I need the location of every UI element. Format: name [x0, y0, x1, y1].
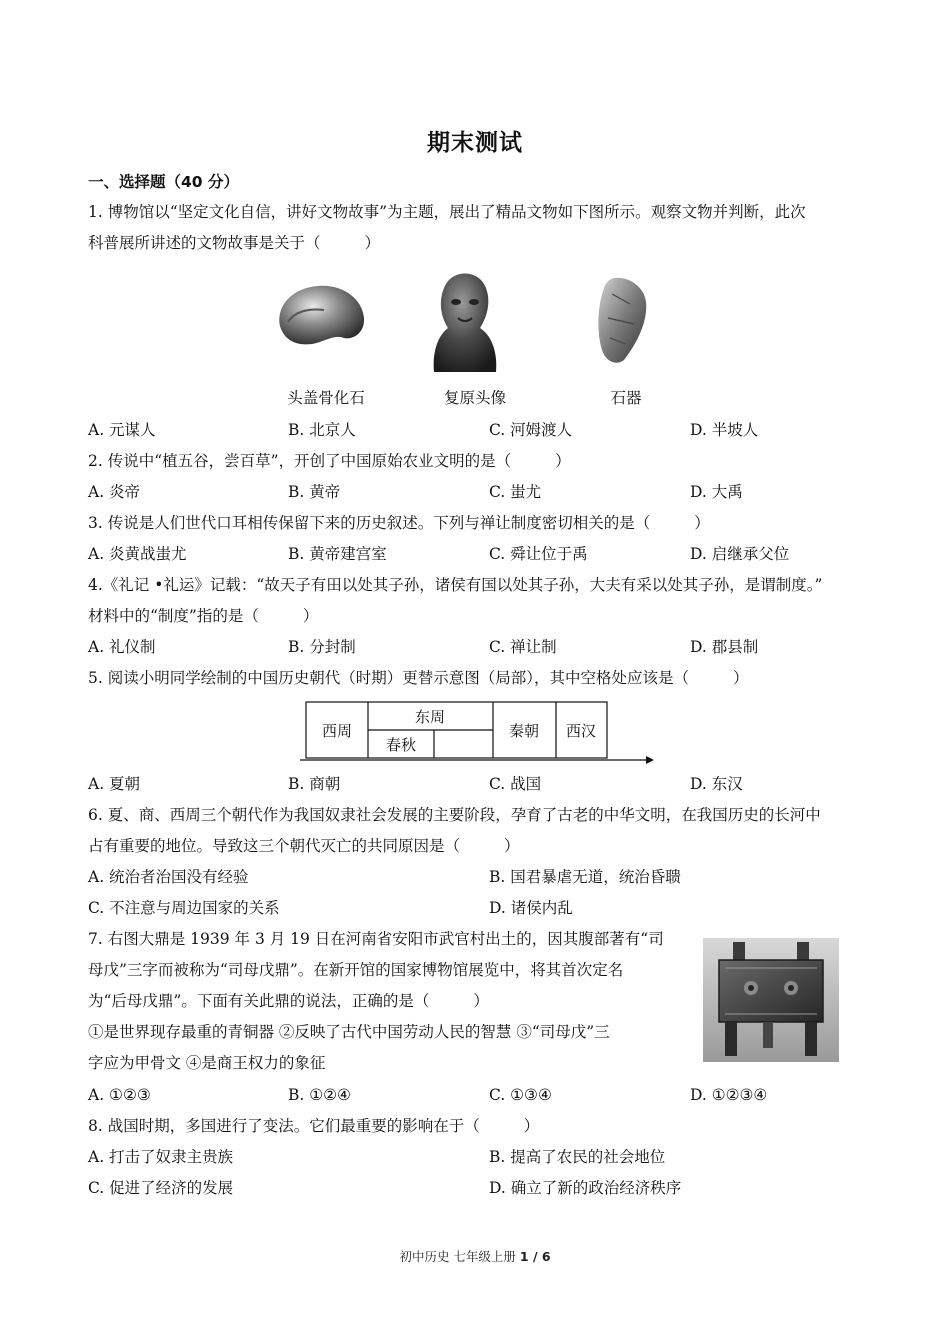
q7-option-b[interactable]: B. ①②④: [288, 1086, 351, 1104]
q7-text-line-4: ①是世界现存最重的青铜器 ②反映了古代中国劳动人民的智慧 ③“司母戊”三: [88, 1023, 610, 1041]
q8-text: 8. 战国时期，多国进行了变法。它们最重要的影响在于（ ）: [88, 1117, 540, 1135]
q7-text-line-5: 字应为甲骨文 ④是商王权力的象征: [88, 1054, 326, 1072]
q5-option-a[interactable]: A. 夏朝: [88, 775, 141, 793]
q3-option-d[interactable]: D. 启继承父位: [690, 545, 790, 563]
q6-text-line-2: 占有重要的地位。导致这三个朝代灭亡的共同原因是（ ）: [88, 837, 520, 855]
restored-head-image: [426, 268, 502, 372]
stone-tool-image: [594, 274, 650, 366]
q6-option-c[interactable]: C. 不注意与周边国家的关系: [88, 899, 280, 917]
q5-option-d[interactable]: D. 东汉: [690, 775, 743, 793]
q3-option-a[interactable]: A. 炎黄战蚩尤: [88, 545, 187, 563]
q1-caption-stone: 石器: [610, 389, 642, 407]
q8-option-d[interactable]: D. 确立了新的政治经济秩序: [489, 1179, 682, 1197]
q5-option-b[interactable]: B. 商朝: [288, 775, 341, 793]
q1-option-c[interactable]: C. 河姆渡人: [489, 421, 573, 439]
q1-option-d[interactable]: D. 半坡人: [690, 421, 759, 439]
q4-text-line-2: 材料中的“制度”指的是（ ）: [88, 607, 319, 625]
q1-caption-head: 复原头像: [443, 389, 506, 407]
page-title: 期末测试: [427, 130, 523, 156]
q7-option-c[interactable]: C. ①③④: [489, 1086, 552, 1104]
bronze-ding-image: [703, 938, 839, 1062]
q3-text: 3. 传说是人们世代口耳相传保留下来的历史叙述。下列与禅让制度密切相关的是（ ）: [88, 514, 710, 532]
q7-text-line-2: 母戊”三字而被称为“司母戊鼎”。在新开馆的国家博物馆展览中，将其首次定名: [88, 961, 624, 979]
q6-option-d[interactable]: D. 诸侯内乱: [489, 899, 573, 917]
q4-option-a[interactable]: A. 礼仪制: [88, 638, 156, 656]
q1-caption-skull: 头盖骨化石: [287, 389, 365, 407]
q7-option-a[interactable]: A. ①②③: [88, 1086, 151, 1104]
q2-option-c[interactable]: C. 蚩尤: [489, 483, 542, 501]
q1-option-a[interactable]: A. 元谋人: [88, 421, 156, 439]
page-footer: [0, 1247, 950, 1265]
dynasty-timeline-diagram: [300, 700, 656, 766]
q2-option-a[interactable]: A. 炎帝: [88, 483, 141, 501]
q6-option-b[interactable]: B. 国君暴虐无道，统治昏聩: [489, 868, 681, 886]
q4-option-b[interactable]: B. 分封制: [288, 638, 356, 656]
q1-option-b[interactable]: B. 北京人: [288, 421, 356, 439]
q8-option-c[interactable]: C. 促进了经济的发展: [88, 1179, 234, 1197]
q6-text-line-1: 6. 夏、商、西周三个朝代作为我国奴隶社会发展的主要阶段，孕育了古老的中华文明，在我国历史的长河中: [88, 806, 821, 824]
section-heading: 一、选择题（40 分）: [88, 173, 239, 191]
q5-option-c[interactable]: C. 战国: [489, 775, 542, 793]
q8-option-a[interactable]: A. 打击了奴隶主贵族: [88, 1148, 234, 1166]
q2-option-d[interactable]: D. 大禹: [690, 483, 743, 501]
timeline-dongzhou: 东周: [414, 708, 446, 726]
timeline-xihan: 西汉: [565, 722, 597, 740]
q4-option-c[interactable]: C. 禅让制: [489, 638, 557, 656]
q7-text-line-1: 7. 右图大鼎是 1939 年 3 月 19 日在河南省安阳市武官村出土的，因其腹部著有“司: [88, 930, 664, 948]
q2-text: 2. 传说中“植五谷，尝百草”，开创了中国原始农业文明的是（ ）: [88, 452, 571, 470]
q8-option-b[interactable]: B. 提高了农民的社会地位: [489, 1148, 666, 1166]
q5-text: 5. 阅读小明同学绘制的中国历史朝代（时期）更替示意图（局部），其中空格处应该是（ ）: [88, 669, 749, 687]
timeline-chunqiu: 春秋: [385, 736, 417, 754]
q3-option-b[interactable]: B. 黄帝建宫室: [288, 545, 387, 563]
q3-option-c[interactable]: C. 舜让位于禹: [489, 545, 588, 563]
q4-option-d[interactable]: D. 郡县制: [690, 638, 759, 656]
page-number: 1 / 6: [519, 1249, 551, 1264]
q2-option-b[interactable]: B. 黄帝: [288, 483, 341, 501]
q1-text-line-2: 科普展所讲述的文物故事是关于（ ）: [88, 234, 381, 252]
q7-text-line-3: 为“后母戊鼎”。下面有关此鼎的说法，正确的是（ ）: [88, 992, 489, 1010]
timeline-qin: 秦朝: [508, 722, 540, 740]
q4-text-line-1: 4.《礼记 •礼运》记载：“故天子有田以处其子孙，诸侯有国以处其子孙，大夫有采以处其子孙，是谓制度。”: [88, 576, 823, 594]
skull-fossil-image: [274, 282, 366, 348]
q1-text-line-1: 1. 博物馆以“坚定文化自信，讲好文物故事”为主题，展出了精品文物如下图所示。观察文物并判断，此次: [88, 203, 806, 221]
q7-option-d[interactable]: D. ①②③④: [690, 1086, 768, 1104]
footer-text: 初中历史 七年级上册: [399, 1249, 520, 1264]
q6-option-a[interactable]: A. 统治者治国没有经验: [88, 868, 249, 886]
timeline-xizhou: 西周: [321, 722, 353, 740]
